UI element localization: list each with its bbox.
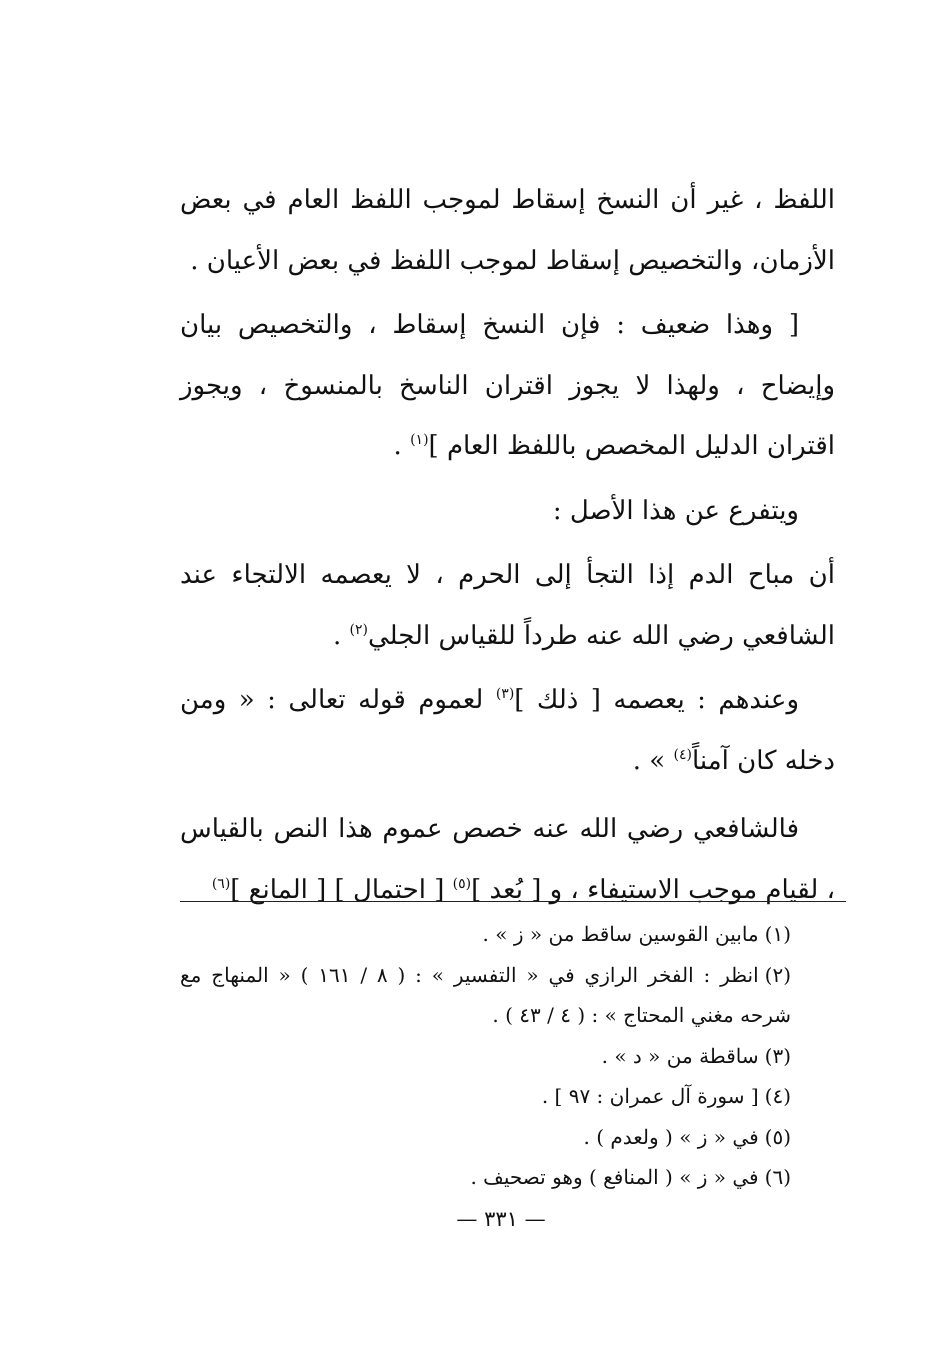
- main-text: [180, 170, 835, 920]
- footnote-separator: [180, 901, 846, 902]
- paragraph-5-text-b: لعموم قوله تعالى : « ومن دخله كان آمناً: [180, 685, 835, 776]
- footnote-ref-3[interactable]: (٣): [495, 686, 515, 702]
- paragraph-6-text-b: [ احتمال ] [ المانع ]: [230, 874, 453, 905]
- paragraph-4-text: أن مباح الدم إذا التجأ إلى الحرم ، لا يعصمه الالتجاء عند الشافعي رضي الله عنه طرداً للقياس الجلي: [180, 560, 835, 651]
- footnote-text: [ سورة آل عمران : ٩٧ ] .: [541, 1084, 759, 1108]
- paragraph-2: [180, 295, 835, 477]
- footnote-2: [180, 955, 835, 1036]
- paragraph-4: [180, 545, 835, 666]
- paragraph-1: اللفظ ، غير أن النسخ إسقاط لموجب اللفظ العام في بعض الأزمان، والتخصيص إسقاط لموجب اللفظ في بعض الأعيان .: [180, 185, 835, 276]
- footnote-ref-2[interactable]: (٢): [349, 621, 368, 638]
- footnotes: [180, 914, 835, 1198]
- paragraph-2-text: [ وهذا ضعيف : فإن النسخ إسقاط ، والتخصيص بيان وإيضاح ، ولهذا لا يجوز اقتران الناسخ بالمنسوخ ، ويجوز اقتران الدليل المخصص باللفظ العام ]: [180, 310, 835, 461]
- footnote-ref-1[interactable]: (١): [410, 432, 429, 448]
- footnote-5: [180, 1117, 835, 1158]
- footnote-number: (٢): [764, 962, 792, 987]
- footnote-4: [180, 1076, 835, 1117]
- footnote-number: (٦): [764, 1165, 791, 1189]
- page-number: — ٣٣١ —: [456, 1207, 546, 1231]
- footnote-text: انظر : الفخر الرازي في « التفسير » : ( ٨ / ١٦١ ) « المنهاج مع شرحه مغني المحتاج » : ( ٤ / ٤٣ ) .: [180, 962, 791, 1027]
- footnote-ref-5[interactable]: (٥): [452, 875, 472, 892]
- footnote-ref-4[interactable]: (٤): [673, 746, 692, 763]
- paragraph-2-end: .: [393, 431, 411, 461]
- footnote-number: (١): [764, 922, 791, 946]
- paragraph-5-text-a: وعندهم : يعصمه [ ذلك ]: [514, 685, 799, 715]
- footnote-text: مابين القوسين ساقط من « ز » .: [482, 922, 759, 946]
- footnote-text: في « ز » ( المنافع ) وهو تصحيف .: [470, 1165, 759, 1189]
- footnote-text: ساقطة من « د » .: [601, 1043, 759, 1068]
- footnote-text: في « ز » ( ولعدم ) .: [583, 1124, 759, 1149]
- paragraph-4-end: .: [332, 620, 350, 651]
- footnote-number: (٣): [764, 1043, 791, 1068]
- footnote-3: [180, 1036, 835, 1077]
- footnote-number: (٥): [764, 1124, 791, 1149]
- footnote-ref-6[interactable]: (٦): [211, 875, 231, 892]
- paragraph-5-end: » .: [632, 745, 674, 776]
- footnote-6: [180, 1157, 835, 1198]
- paragraph-5: [180, 670, 835, 791]
- footnote-number: (٤): [764, 1084, 791, 1108]
- footnote-1: [180, 914, 835, 955]
- paragraph-3: ويتفرع عن هذا الأصل :: [552, 495, 799, 526]
- paragraph-6-text-a: فالشافعي رضي الله عنه خصص عموم هذا النص بالقياس ، لقيام موجب الاستيفاء ، و [ بُعد ]: [180, 814, 835, 905]
